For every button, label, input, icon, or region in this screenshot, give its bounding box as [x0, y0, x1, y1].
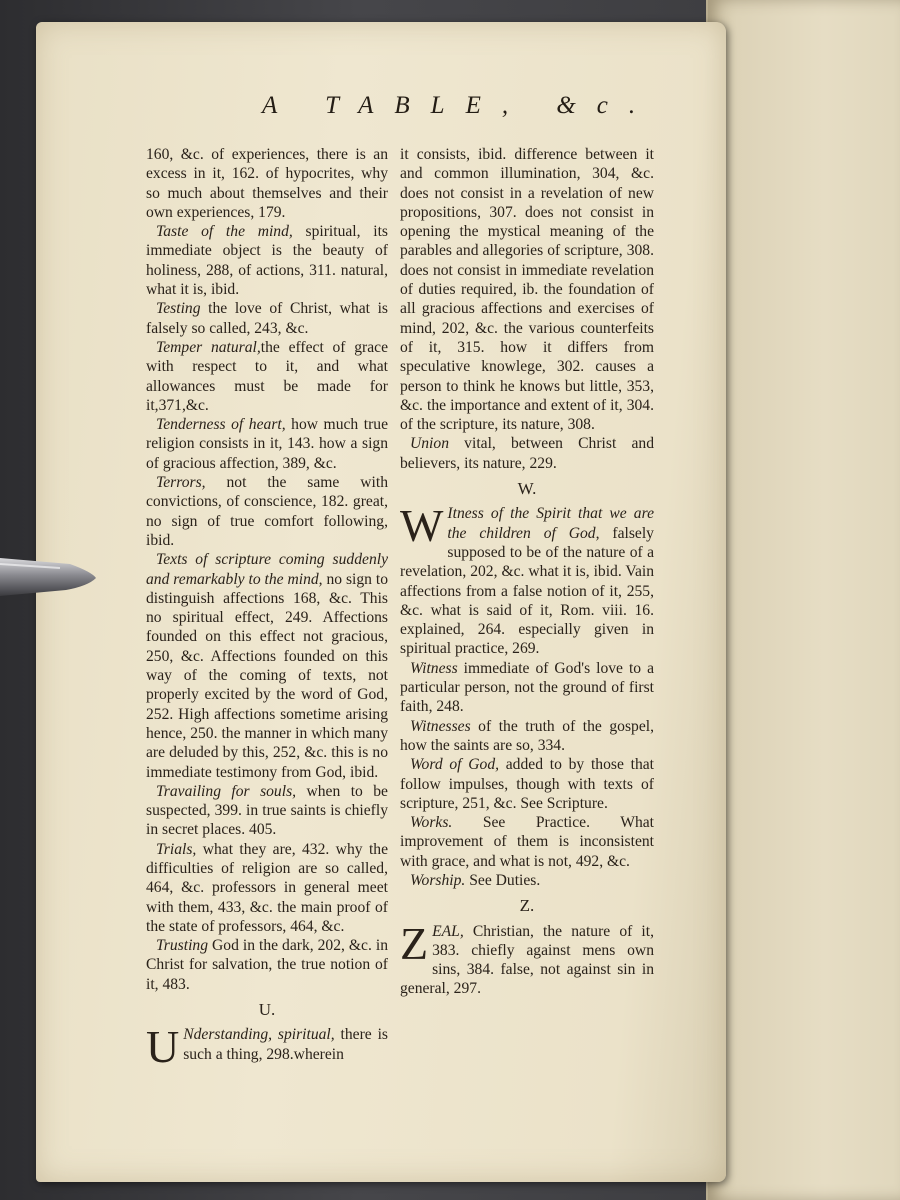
right-column: [400, 145, 654, 999]
dropcap-entry: [146, 1021, 388, 1073]
index-entry: [146, 299, 388, 338]
dropcap-entry: [400, 500, 654, 658]
entry-text: how much true religion consists in it, 143. how a sign of gracious affection, 389, &c.: [146, 416, 388, 472]
index-entry: [146, 145, 388, 222]
index-entry: [146, 338, 388, 415]
entry-text: what they are, 432. why the difficulties of religion are so called, 464, &c. professors in general meet with them, 433, &c. the main proof of the state of professors, 464, &c.: [146, 840, 388, 935]
entry-text: See Practice. What improvement of them is inconsistent with grace, and what is not, 492, &c.: [400, 814, 654, 870]
entry-heading: Trusting: [156, 937, 209, 955]
entry-heading: Taste of the mind,: [156, 223, 293, 241]
entry-text: the effect of grace with respect to it, and what allowances must be made for it,371,&c.: [146, 338, 388, 414]
index-entry: [146, 222, 388, 299]
index-entry: [400, 145, 654, 434]
index-entry: [400, 434, 654, 473]
dropcap: Z: [400, 917, 429, 969]
index-entry: [400, 659, 654, 717]
entry-text: 160, &c. of experiences, there is an excess in it, 162. of hypocrites, why so much about themselves and their own experiences, 179.: [146, 146, 388, 221]
entry-heading: Word of God,: [410, 756, 500, 774]
index-entry: [400, 755, 654, 813]
entry-text: Christian, the nature of it, 383. chiefly against mens own sins, 384. false, not against sin in general, 297.: [400, 922, 654, 998]
entry-text: spiritual, its immediate object is the beauty of holiness, 288, of actions, 311. natural, what it is, ibid.: [146, 223, 388, 299]
entry-text: immediate of God's love to a particular person, not the ground of first faith, 248.: [400, 659, 654, 716]
index-entry: [400, 717, 654, 756]
index-entry: [400, 813, 654, 871]
entry-text: it consists, ibid. difference between it and common illumination, 304, &c. does not consist in a revelation of new propositions, 307. does not consist in opening the mystical meaning of the parables and allegories of scripture, 308. does not consist in immediate revelation of duties required, ib. the foundation of all gracious affections and exercises of mind, 202, &c. the various counterfeits of it, 315. how it differs from speculative knowlege, 302. causes a person to think he knows but little, 353, &c. the importance and extent of it, 304. of the scripture, its nature, 308.: [400, 146, 654, 434]
index-entry: [146, 936, 388, 994]
index-entry: [146, 782, 388, 840]
entry-text: not the same with convictions, of conscience, 182. great, no sign of true comfort following, ibid.: [146, 474, 388, 549]
entry-text: falsely supposed to be of the nature of a revelation, 202, &c. what it is, ibid. Vain affections from a false notion of it, 255, &c. what is said of it, Rom. viii. 16. explained, 264. especially given in spiritual practice, 269.: [400, 524, 654, 658]
entry-heading: Testing: [156, 300, 201, 318]
entry-heading: Texts of scripture coming suddenly and remarkably to the mind,: [146, 551, 388, 588]
facing-page: [706, 0, 900, 1200]
index-entry: [146, 473, 388, 550]
entry-heading: Itness of the Spirit that we are the children of God,: [447, 505, 654, 542]
page-header: A TABLE, &c.: [262, 92, 657, 119]
entry-heading: Worship.: [410, 871, 466, 889]
entry-heading: Works.: [410, 814, 453, 832]
entry-text: of the truth of the gospel, how the saints are so, 334.: [400, 717, 654, 754]
entry-heading: EAL,: [432, 922, 464, 940]
section-letter: W.: [517, 479, 537, 499]
index-entry: [146, 415, 388, 473]
section-letter: Z.: [519, 896, 535, 916]
entry-heading: Witness: [410, 659, 458, 677]
left-column: [146, 145, 388, 1073]
entry-heading: Terrors,: [156, 474, 206, 492]
entry-text: See Duties.: [465, 871, 541, 889]
entry-text: the love of Christ, what is falsely so called, 243, &c.: [146, 300, 388, 337]
dropcap-entry: [400, 917, 654, 999]
entry-heading: Witnesses: [410, 717, 471, 735]
index-entry: [146, 550, 388, 782]
index-entry: [400, 871, 654, 890]
dropcap: U: [146, 1021, 180, 1073]
entry-text: there is such a thing, 298.wherein: [183, 1026, 388, 1063]
entry-heading: Union: [410, 435, 449, 453]
entry-heading: Trials,: [156, 840, 197, 858]
entry-heading: Nderstanding, spiritual,: [183, 1026, 335, 1044]
entry-text: no sign to distinguish affections 168, &c. This no spiritual effect, 249. Affections founded on this effect not gracious, 250, &c. Affections founded on this way of the coming of texts, not properly excited by the word of God, 252. High affections sometime arising hence, 250. the manner in which many are deluded by this, 252, &c. this is no immediate testimony from God, ibid.: [146, 570, 388, 781]
entry-heading: Travailing for souls,: [156, 782, 297, 800]
entry-text: added to by those that follow impulses, though with texts of scripture, 251, &c. See Scripture.: [400, 756, 654, 812]
pen-icon: [0, 546, 98, 604]
index-entry: [146, 840, 388, 936]
entry-text: God in the dark, 202, &c. in Christ for salvation, the true notion of it, 483.: [146, 937, 388, 993]
entry-heading: Temper natural,: [156, 338, 261, 356]
dropcap: W: [400, 500, 444, 552]
entry-text: vital, between Christ and believers, its nature, 229.: [400, 435, 654, 472]
entry-text: when to be suspected, 399. in true saints is chiefly in secret places. 405.: [146, 782, 388, 839]
section-letter: U.: [258, 1000, 276, 1020]
entry-heading: Tenderness of heart,: [156, 416, 286, 434]
